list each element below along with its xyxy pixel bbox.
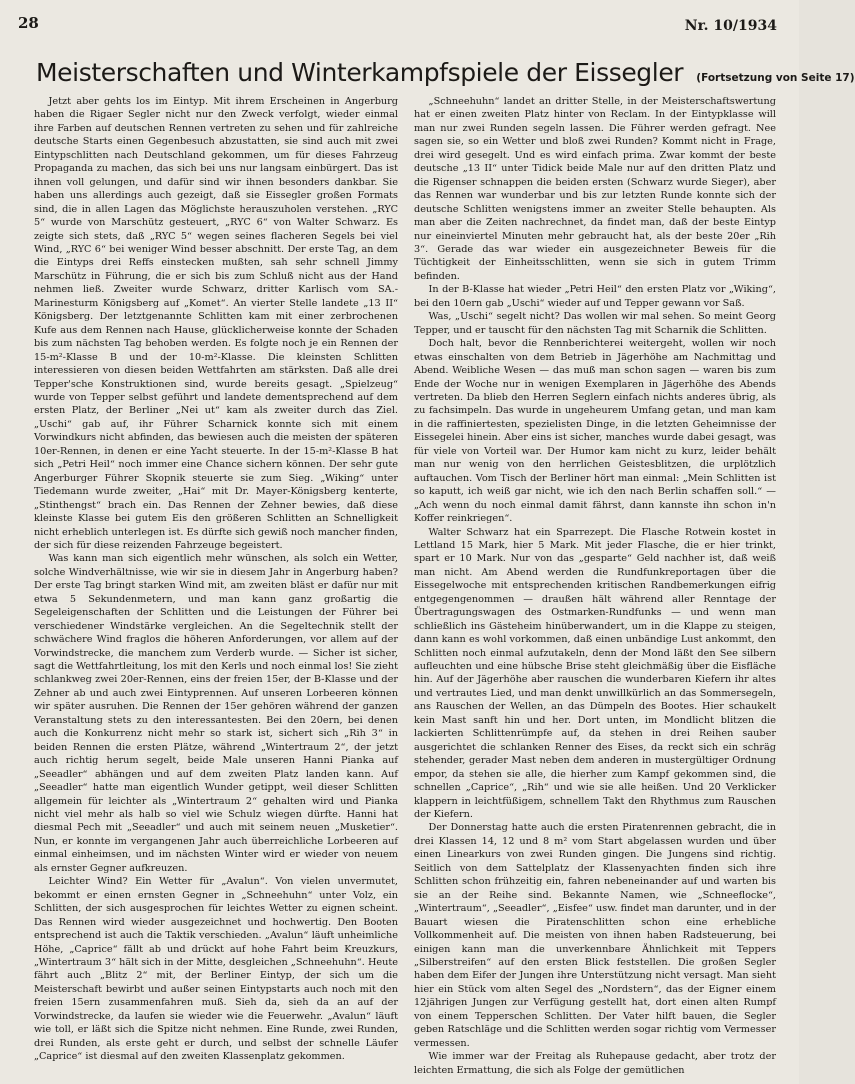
paragraph: In der B-Klasse hat wieder „Petri Heil“ den ersten Platz vor „Wiking“, bei den 10ern gab „Uschi“ wieder auf und Tepper gewann vor Saß.	[414, 284, 776, 309]
continuation-note: (Fortsetzung von Seite 17)	[696, 72, 855, 84]
paragraph: Jetzt aber gehts los im Eintyp. Mit ihrem Erscheinen in Angerburg haben die Rigaer Segler nicht nur den Zweck verfolgt, wieder einmal ihre Farben auf deutschen Rennen vertreten zu sehen und für zahlreiche deutsche Starts einen Gegenbesuch abzustatten, sie sind auch mit zwei Eintypschlitten nach Deutschland gekommen, um für dieses Fahrzeug Propaganda zu machen, das sich bei uns nur langsam einbürgert. Das ist ihnen voll gelungen, und dafür sind wir ihnen besonders dankbar. Sie haben uns allerdings auch gezeigt, daß sie Eissegler großen Formats sind, die in allen Lagen das Möglichste herauszuholen verstehen. „RYC 5“ wurde von Marschütz gesteuert, „RYC 6“ von Walter Schwarz. Es zeigte sich stets, daß „RYC 5“ wegen seines flacheren Segels bei viel Wind, „RYC 6“ bei weniger Wind besser abschnitt. Der erste Tag, an dem die Eintyps drei Reffs einstecken mußten, sah sehr schnell Jimmy Marschütz in Führung, die er sich bis zum Schluß nicht aus der Hand nehmen ließ. Zweiter wurde Schwarz, dritter Karlisch vom SA.-Marinesturm Königsberg auf „Komet“. An vierter Stelle landete „13 II“ Königsberg. Der letztgenannte Schlitten kam mit einer zerbrochenen Kufe aus dem Rennen nach Hause, glücklicherweise konnte der Schaden bis zum nächsten Tag behoben werden. Es folgte noch je ein Rennen der 15-m²-Klasse B und der 10-m²-Klasse. Die kleinsten Schlitten interessieren von diesen beiden Wettfahrten am stärksten. Daß alle drei Tepper'sche Konstruktionen sind, wurde bereits gesagt. „Spielzeug“ wurde von Tepper selbst geführt und landete dementsprechend auf dem ersten Platz, der Berliner „Nei ut“ kam als zweiter durch das Ziel. „Uschi“ gab auf, ihr Führer Scharnick konnte sich mit einem Vorwindkurs nicht abfinden, das bewiesen auch die meisten der späteren 10er-Rennen, in denen er eine Yacht steuerte. In der 15-m²-Klasse B hat sich „Petri Heil“ noch immer eine Chance sichern können. Der sehr gute Angerburger Führer Skopnik steuerte sie zum Sieg. „Wiking“ unter Tiedemann wurde zweiter, „Hai“ mit Dr. Mayer-Königsberg kenterte, „Stinthengst“ brach ein. Das Rennen der Zehner bewies, daß diese kleinste Klasse bei gutem Eis den größeren Schlitten an Schnelligkeit nicht erheblich unterlegen ist. Es dürfte sich gewiß noch mancher finden, der sich für diese reizenden Fahrzeuge begeistert.	[34, 96, 398, 551]
paragraph: Wie immer war der Freitag als Ruhepause gedacht, aber trotz der leichten Ermattung, die sich als Folge der gemütlichen	[414, 1051, 776, 1076]
headline-row	[36, 58, 855, 87]
paragraph: Was kann man sich eigentlich mehr wünschen, als solch ein Wetter, solche Windverhältnisse, wie wir sie in diesem Jahr in Angerburg haben? Der erste Tag bringt starken Wind mit, am zweiten bläst er dafür nur mit etwa 5 Sekundenmetern, und man kann ganz großartig die Segeleigenschaften der Schlitten und die Leistungen der Führer bei verschiedener Windstärke vergleichen. An die Segeltechnik stellt der schwächere Wind fraglos die höheren Anforderungen, vor allem auf der Vorwindstrecke, die manchem zum Verderb wurde. — Sicher ist sicher, sagt die Wettfahrtleitung, los mit den Kerls und noch einmal los! Sie zieht schlankweg zwei 20er-Rennen, eins der freien 15er, der B-Klasse und der Zehner ab und auch zwei Eintyprennen. Auf unseren Lorbeeren können wir später ausruhen. Die Rennen der 15er gehören während der ganzen Veranstaltung stets zu den interessantesten. Bei den 20ern, bei denen auch die Konkurrenz nicht mehr so stark ist, sichert sich „Rih 3“ in beiden Rennen die ersten Plätze, während „Wintertraum 2“, der jetzt auch richtig herum segelt, beide Male unseren Hanni Pianka auf „Seeadler“ abhängen und auf dem zweiten Platz landen kann. Auf „Seeadler“ hatte man eigentlich Wunder getippt, weil dieser Schlitten allgemein für leichter als „Wintertraum 2“ gehalten wird und Pianka nicht viel mehr als halb so viel wie Schulz wiegen dürfte. Hanni hat diesmal Pech mit „Seeadler“ und auch mit seinem neuen „Musketier“. Nun, er konnte im vergangenen Jahr auch überreichliche Lorbeeren auf einmal einheimsen, und im nächsten Winter wird er wieder von neuem als ernster Gegner aufkreuzen.	[34, 553, 398, 874]
paragraph: Leichter Wind? Ein Wetter für „Avalun“. Von vielen unvermutet, bekommt er einen ernsten Gegner in „Schneehuhn“ unter Volz, ein Schlitten, der sich ausgesprochen für leichtes Wetter zu eignen scheint. Das Rennen wird wieder ausgezeichnet und hochwertig. Den Booten entsprechend ist auch die Taktik verschieden. „Avalun“ läuft unheimliche Höhe, „Caprice“ fällt ab und drückt auf hohe Fahrt beim Kreuzkurs, „Wintertraum 3“ hält sich in der Mitte, desgleichen „Schneehuhn“. Heute fährt auch „Blitz 2“ mit, der Berliner Eintyp, der sich um die Meisterschaft bewirbt und außer seinen Eintypstarts auch noch mit den freien 15ern zusammenfahren muß. Sieh da, sieh da an auf der Vorwindstrecke, da laufen sie wieder wie die Feuerwehr. „Avalun“ läuft wie toll, er läßt sich die Spitze nicht nehmen. Eine Runde, zwei Runden, drei Runden, als erste geht er durch, und selbst der schnelle Läufer „Caprice“ ist diesmal auf den zweiten Klassenplatz gekommen.	[34, 876, 398, 1063]
article-title: Meisterschaften und Winterkampfspiele der Eissegler	[36, 58, 684, 87]
paragraph: Doch halt, bevor die Rennberichterei weitergeht, wollen wir noch etwas einschalten von dem Betrieb in Jägerhöhe am Nachmittag und Abend. Weibliche Wesen — das muß man schon sagen — waren bis zum Ende der Woche nur in wenigen Exemplaren in Jägerhöhe des Abends vertreten. Da blieb den Herren Seglern einfach nichts anderes übrig, als zu fachsimpeln. Das wurde in ungeheurem Umfang getan, und man kam in die raffiniertesten, spezielisten Dinge, in die letzten Geheimnisse der Eissegelei hinein. Aber eins ist sicher, manches wurde dabei gesagt, was für viele von Vorteil war. Der Humor kam nicht zu kurz, leider behält man nur wenig von den herrlichen Geistesblitzen, die urplötzlich auftauchen. Vom Tisch der Berliner hört man einmal: „Mein Schlitten ist so kaputt, ich weiß gar nicht, wie ich den nach Berlin schaffen soll.“ — „Ach wenn du noch einmal damit fährst, dann kannste ihn schon in'n Koffer reinkriegen“.	[414, 338, 776, 525]
paragraph: Was, „Uschi“ segelt nicht? Das wollen wir mal sehen. So meint Georg Tepper, und er tauscht für den nächsten Tag mit Scharnik die Schlitten.	[414, 311, 776, 336]
page-number: 28	[18, 14, 39, 32]
left-column	[34, 95, 398, 1064]
paragraph: „Schneehuhn“ landet an dritter Stelle, in der Meisterschaftswertung hat er einen zweiten Platz hinter von Reclam. In der Eintypklasse will man nur zwei Runden segeln lassen. Die Führer werden gefragt. Nee sagen sie, so ein Wetter und bloß zwei Runden? Kommt nicht in Frage, drei wird gesegelt. Und es wird einfach prima. Zwar kommt der beste deutsche „13 II“ unter Tidick beide Male nur auf den dritten Platz und die Rigenser schnappen die beiden ersten (Schwarz wurde Sieger), aber das Rennen war wunderbar und bis zur letzten Runde konnte sich der deutsche Schlitten wenigstens immer an zweiter Stelle behaupten. Als man aber die Zeiten nachrechnet, da findet man, daß der beste Eintyp nur eineinviertel Minuten mehr gebraucht hat, als der beste 20er „Rih 3“. Gerade das war wieder ein ausgezeichneter Beweis für die Tüchtigkeit der Einheitsschlitten, wenn sie sich in gutem Trimm befinden.	[414, 96, 776, 282]
paragraph: Der Donnerstag hatte auch die ersten Piratenrennen gebracht, die in drei Klassen 14, 12 und 8 m² vom Start abgelassen wurden und über einen Linearkurs von zwei Runden gingen. Die Jungens sind richtig. Seitlich von dem Sattelplatz der Klassenyachten finden sich ihre Schlitten schon frühzeitig ein, fahren nebeneinander auf und warten bis sie an der Reihe sind. Bekannte Namen, wie „Schneeflocke“, „Wintertraum“, „Seeadler“, „Eisfee“ usw. findet man darunter, und in der Bauart wiesen die Piratenschlitten schon eine erhebliche Vollkommenheit auf. Die meisten von ihnen haben Radsteuerung, bei einigen kann man die unverkennbare Ähnlichkeit mit Teppers „Silberstreifen“ auf den ersten Blick feststellen. Die großen Segler haben dem Eifer der Jungen ihre Unterstützung nicht versagt. Man sieht hier ein Stück vom alten Segel des „Nordstern“, das der Eigner einem 12jährigen Jungen zur Verfügung gestellt hat, dort einen alten Rumpf von einem Tepperschen Schlitten. Der Vater hilft bauen, die Segler geben Ratschläge und die Schlitten werden sogar richtig vom Vermesser vermessen.	[414, 822, 776, 1049]
issue-number: Nr. 10/1934	[684, 18, 777, 34]
paragraph: Walter Schwarz hat ein Sparrezept. Die Flasche Rotwein kostet in Lettland 15 Mark, hier 5 Mark. Mit jeder Flasche, die er hier trinkt, spart er 10 Mark. Nur von das „gesparte“ Geld nachher ist, daß weiß man nicht. Am Abend werden die Rundfunkreportagen über die Eissegelwoche mit entsprechenden kritischen Randbemerkungen eifrig entgegengenommen — draußen hält während aller Renntage der Übertragungswagen des Ostmarken-Rundfunks — und wenn man schließlich ins Gästeheim hinüberwandert, um in die Klappe zu steigen, dann kann es wohl vorkommen, daß einen unbändige Lust ankommt, den Schlitten noch einmal aufzutakeln, denn der Mond läßt den See silbern aufleuchten und eine hübsche Brise steht gleichmäßig über die Eisfläche hin. Auf der Jägerhöhe aber rauschen die wunderbaren Kiefern ihr altes und vertrautes Lied, und man denkt unwillkürlich an das Sommersegeln, ans Rauschen der Wellen, an das Dümpeln des Bootes. Hier schaukelt kein Mast sanft hin und her. Dort unten, im Mondlicht blitzen die lackierten Schlittenrümpfe auf, da stehen in drei Reihen sauber ausgerichtet die schlanken Renner des Eises, da reckt sich ein schräg stehender, gerader Mast neben dem anderen in mustergültiger Ordnung empor, da stehen sie alle, die hierher zum Kampf gekommen sind, die schnellen „Caprice“, „Rih“ und wie sie alle heißen. Und 20 Verklicker klappern in leichtfüßigem, schnellem Takt den Rhythmus zum Rauschen der Kiefern.	[414, 526, 776, 821]
right-column	[414, 95, 776, 1077]
